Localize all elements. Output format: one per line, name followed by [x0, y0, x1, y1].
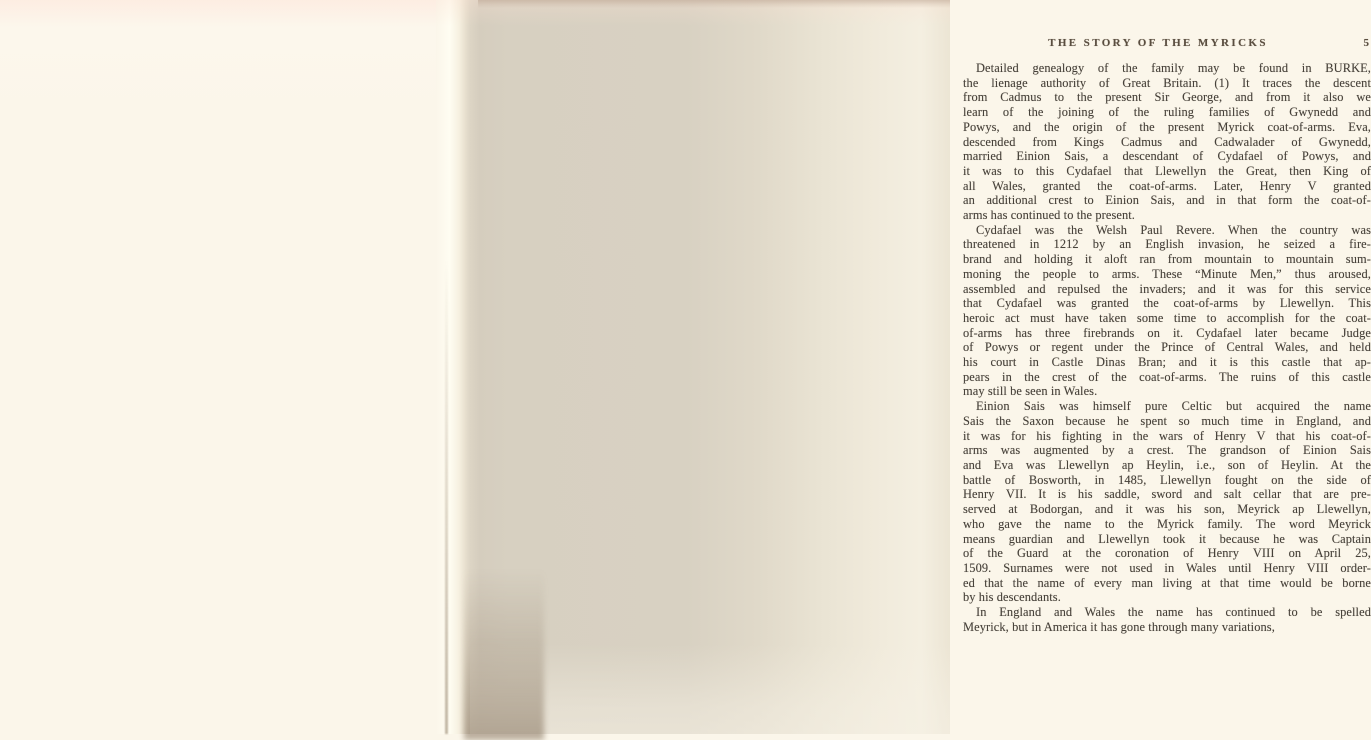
- left-page-blank: [0, 0, 448, 734]
- text-line: arms has continued to the present.: [963, 208, 1136, 223]
- running-header-title: THE STORY OF THE MYRICKS: [1048, 37, 1268, 49]
- text-line: of-arms has three firebrands on it. Cydafael later became Judge: [963, 325, 1371, 340]
- text-line: who gave the name to the Myrick family. The word Meyrick: [963, 516, 1371, 531]
- text-line: ed that the name of every man living at that time would be borne: [963, 575, 1371, 590]
- text-line: 1509. Surnames were not used in Wales until Henry VIII order-: [963, 560, 1371, 575]
- page-body: [963, 61, 1371, 634]
- paragraph: [963, 605, 1371, 634]
- text-line: married Einion Sais, a descendant of Cydafael of Powys, and: [963, 149, 1371, 164]
- text-line: Sais the Saxon because he spent so much time in England, and: [963, 413, 1371, 428]
- text-line: assembled and repulsed the invaders; and it was for this service: [963, 281, 1371, 296]
- text-line: brand and holding it aloft ran from mountain to mountain sum-: [963, 252, 1371, 267]
- paragraph: [963, 223, 1371, 399]
- text-line: Cydafael was the Welsh Paul Revere. When the country was: [976, 222, 1371, 237]
- text-line: the lienage authority of Great Britain. (1) It traces the descent: [963, 75, 1371, 90]
- text-line: may still be seen in Wales.: [963, 384, 1098, 399]
- paragraph: [963, 399, 1371, 605]
- text-line: served at Bodorgan, and it was his son, Meyrick ap Llewellyn,: [963, 502, 1371, 517]
- text-line: Meyrick, but in America it has gone through many variations,: [963, 619, 1275, 634]
- text-line: that Cydafael was granted the coat-of-arms by Llewellyn. This: [963, 296, 1371, 311]
- text-line: an additional crest to Einion Sais, and in that form the coat-of-: [963, 193, 1371, 208]
- text-line: all Wales, granted the coat-of-arms. Later, Henry V granted: [963, 178, 1371, 193]
- text-line: of the Guard at the coronation of Henry VIII on April 25,: [963, 546, 1371, 561]
- text-line: it was for his fighting in the wars of Henry V that his coat-of-: [963, 428, 1371, 443]
- scan-top-tint: [0, 0, 950, 26]
- paragraph: [963, 61, 1371, 223]
- text-line: it was to this Cydafael that Llewellyn the Great, then King of: [963, 163, 1371, 178]
- text-line: means guardian and Llewellyn took it because he was Captain: [963, 531, 1371, 546]
- text-line: Einion Sais was himself pure Celtic but acquired the name: [976, 399, 1371, 414]
- gutter-bottom-shadow: [464, 570, 544, 740]
- running-head: [963, 37, 1371, 49]
- text-line: heroic act must have taken some time to accomplish for the coat-: [963, 310, 1371, 325]
- text-line: Powys, and the origin of the present Myrick coat-of-arms. Eva,: [963, 119, 1371, 134]
- text-line: Henry VII. It is his saddle, sword and salt cellar that are pre-: [963, 487, 1371, 502]
- text-line: battle of Bosworth, in 1485, Llewellyn fought on the side of: [963, 472, 1371, 487]
- text-line: moning the people to arms. These “Minute Men,” thus aroused,: [963, 266, 1371, 281]
- text-line: descended from Kings Cadmus and Cadwalader of Gwynedd,: [963, 134, 1371, 149]
- text-line: from Cadmus to the present Sir George, and from it also we: [963, 90, 1371, 105]
- page-number: 5: [1363, 37, 1369, 49]
- text-line: pears in the crest of the coat-of-arms. The ruins of this castle: [963, 369, 1371, 384]
- text-line: his court in Castle Dinas Bran; and it is this castle that ap-: [963, 355, 1371, 370]
- text-line: of Powys or regent under the Prince of Central Wales, and held: [963, 340, 1371, 355]
- text-line: threatened in 1212 by an English invasion, he seized a fire-: [963, 237, 1371, 252]
- text-line: Detailed genealogy of the family may be found in BURKE,: [976, 61, 1371, 75]
- spine-crease: [445, 260, 448, 734]
- text-line: and Eva was Llewellyn ap Heylin, i.e., son of Heylin. At the: [963, 457, 1371, 472]
- text-line: arms was augmented by a crest. The grandson of Einion Sais: [963, 443, 1371, 458]
- text-line: by his descendants.: [963, 590, 1061, 605]
- text-line: In England and Wales the name has continued to be spelled: [976, 605, 1371, 620]
- text-line: learn of the joining of the ruling families of Gwynedd and: [963, 105, 1371, 120]
